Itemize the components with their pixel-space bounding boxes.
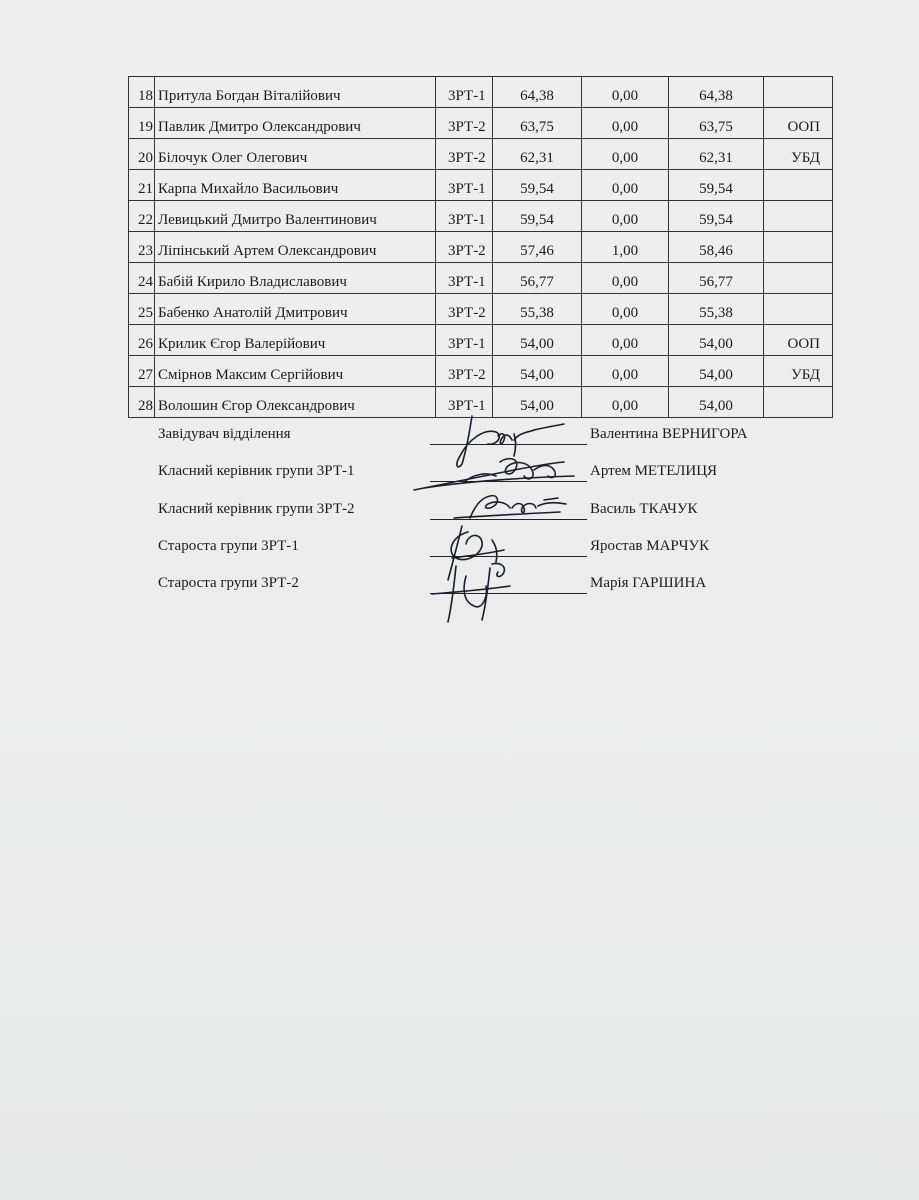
table-row xyxy=(129,201,833,232)
bonus-cell: 0,00 xyxy=(582,325,669,356)
total-cell: 55,38 xyxy=(669,294,764,325)
total-cell: 54,00 xyxy=(669,387,764,418)
score-cell: 56,77 xyxy=(493,263,582,294)
signatory-name: Яростав МАРЧУК xyxy=(590,538,710,554)
bonus-cell: 0,00 xyxy=(582,77,669,108)
bonus-cell: 0,00 xyxy=(582,356,669,387)
row-number-cell: 28 xyxy=(129,387,155,418)
total-cell: 56,77 xyxy=(669,263,764,294)
ranking-table xyxy=(128,76,833,418)
table-row xyxy=(129,356,833,387)
row-number-cell: 24 xyxy=(129,263,155,294)
note-cell xyxy=(764,263,833,294)
total-cell: 54,00 xyxy=(669,356,764,387)
student-name-cell: Бабенко Анатолій Дмитрович xyxy=(155,294,436,325)
group-cell: 3РТ-1 xyxy=(436,201,493,232)
score-cell: 62,31 xyxy=(493,139,582,170)
table-row xyxy=(129,108,833,139)
score-cell: 63,75 xyxy=(493,108,582,139)
table-row xyxy=(129,232,833,263)
note-cell xyxy=(764,294,833,325)
score-cell: 59,54 xyxy=(493,170,582,201)
score-cell: 54,00 xyxy=(493,325,582,356)
student-name-cell: Волошин Єгор Олександрович xyxy=(155,387,436,418)
signatory-name: Артем МЕТЕЛИЦЯ xyxy=(590,463,718,479)
note-cell xyxy=(764,77,833,108)
note-cell xyxy=(764,232,833,263)
signatory-role: Класний керівник групи 3РТ-1 xyxy=(158,463,355,479)
total-cell: 59,54 xyxy=(669,201,764,232)
note-cell: ООП xyxy=(764,108,833,139)
bonus-cell: 0,00 xyxy=(582,170,669,201)
student-name-cell: Притула Богдан Віталійович xyxy=(155,77,436,108)
note-cell xyxy=(764,387,833,418)
group-cell: 3РТ-2 xyxy=(436,294,493,325)
row-number-cell: 21 xyxy=(129,170,155,201)
signatory-name: Марія ГАРШИНА xyxy=(590,575,707,591)
group-cell: 3РТ-1 xyxy=(436,77,493,108)
signatory-role: Староста групи 3РТ-1 xyxy=(158,538,299,554)
total-cell: 64,38 xyxy=(669,77,764,108)
bonus-cell: 0,00 xyxy=(582,139,669,170)
row-number-cell: 25 xyxy=(129,294,155,325)
student-name-cell: Білочук Олег Олегович xyxy=(155,139,436,170)
student-name-cell: Левицький Дмитро Валентинович xyxy=(155,201,436,232)
signatory-name: Василь ТКАЧУК xyxy=(590,501,698,517)
row-number-cell: 26 xyxy=(129,325,155,356)
row-number-cell: 20 xyxy=(129,139,155,170)
total-cell: 62,31 xyxy=(669,139,764,170)
handwritten-signature xyxy=(426,556,536,626)
group-cell: 3РТ-1 xyxy=(436,325,493,356)
score-cell: 54,00 xyxy=(493,356,582,387)
group-cell: 3РТ-2 xyxy=(436,108,493,139)
row-number-cell: 27 xyxy=(129,356,155,387)
group-cell: 3РТ-1 xyxy=(436,387,493,418)
bonus-cell: 0,00 xyxy=(582,201,669,232)
signatory-name: Валентина ВЕРНИГОРА xyxy=(590,426,748,442)
student-name-cell: Карпа Михайло Васильович xyxy=(155,170,436,201)
group-cell: 3РТ-2 xyxy=(436,232,493,263)
table-row xyxy=(129,170,833,201)
row-number-cell: 23 xyxy=(129,232,155,263)
score-cell: 57,46 xyxy=(493,232,582,263)
row-number-cell: 18 xyxy=(129,77,155,108)
table-row xyxy=(129,139,833,170)
student-name-cell: Павлик Дмитро Олександрович xyxy=(155,108,436,139)
student-name-cell: Бабій Кирило Владиславович xyxy=(155,263,436,294)
table-row xyxy=(129,294,833,325)
total-cell: 58,46 xyxy=(669,232,764,263)
bonus-cell: 0,00 xyxy=(582,263,669,294)
note-cell xyxy=(764,170,833,201)
total-cell: 63,75 xyxy=(669,108,764,139)
score-cell: 64,38 xyxy=(493,77,582,108)
table-row xyxy=(129,77,833,108)
bonus-cell: 0,00 xyxy=(582,387,669,418)
bonus-cell: 1,00 xyxy=(582,232,669,263)
group-cell: 3РТ-2 xyxy=(436,356,493,387)
student-name-cell: Смірнов Максим Сергійович xyxy=(155,356,436,387)
group-cell: 3РТ-1 xyxy=(436,170,493,201)
score-cell: 59,54 xyxy=(493,201,582,232)
note-cell: УБД xyxy=(764,139,833,170)
note-cell: УБД xyxy=(764,356,833,387)
total-cell: 54,00 xyxy=(669,325,764,356)
student-name-cell: Крилик Єгор Валерійович xyxy=(155,325,436,356)
row-number-cell: 22 xyxy=(129,201,155,232)
note-cell: ООП xyxy=(764,325,833,356)
total-cell: 59,54 xyxy=(669,170,764,201)
score-cell: 55,38 xyxy=(493,294,582,325)
row-number-cell: 19 xyxy=(129,108,155,139)
bonus-cell: 0,00 xyxy=(582,108,669,139)
group-cell: 3РТ-1 xyxy=(436,263,493,294)
bonus-cell: 0,00 xyxy=(582,294,669,325)
note-cell xyxy=(764,201,833,232)
score-cell: 54,00 xyxy=(493,387,582,418)
signatory-role: Завідувач відділення xyxy=(158,426,291,442)
table-row xyxy=(129,325,833,356)
table-row xyxy=(129,263,833,294)
student-name-cell: Ліпінський Артем Олександрович xyxy=(155,232,436,263)
signatory-role: Класний керівник групи 3РТ-2 xyxy=(158,501,355,517)
group-cell: 3РТ-2 xyxy=(436,139,493,170)
signatory-role: Староста групи 3РТ-2 xyxy=(158,575,299,591)
